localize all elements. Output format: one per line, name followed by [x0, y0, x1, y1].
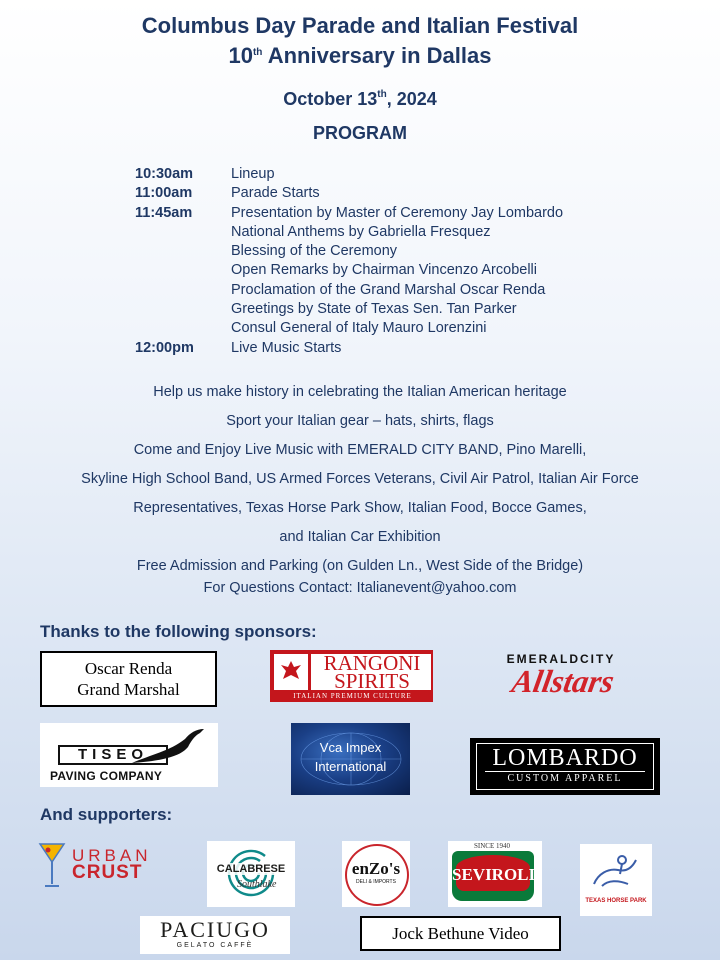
schedule-row: [135, 261, 563, 280]
deli-imports-word: DELI & IMPORTS: [356, 879, 396, 885]
schedule-item: Parade Starts: [231, 185, 320, 202]
allstars-word: Allstars: [509, 663, 617, 699]
schedule-item: Presentation by Master of Ceremony Jay Lombardo: [231, 204, 564, 221]
event-date: October 13th, 2024: [283, 89, 437, 109]
event-title-line1: Columbus Day Parade and Italian Festival: [141, 13, 579, 38]
schedule-item: Open Remarks by Chairman Vincenzo Arcobelli: [231, 262, 537, 279]
schedule-item: Consul General of Italy Mauro Lorenzini: [231, 320, 487, 337]
schedule-row: [135, 339, 563, 358]
international-word: International: [314, 759, 387, 774]
grand-marshal-name: Oscar Renda: [84, 659, 173, 678]
martini-glass-icon: [38, 840, 66, 890]
rangoni-tagline: ITALIAN PREMIUM CULTURE: [293, 692, 412, 700]
schedule-time: [135, 223, 231, 242]
lombardo-word: LOMBARDO: [492, 745, 638, 771]
info-line: Help us make history in celebrating the Italian American heritage: [153, 384, 567, 400]
grand-marshal-title: Grand Marshal: [77, 680, 180, 699]
program-schedule: [135, 165, 563, 358]
southlake-word: Southlake: [237, 879, 277, 890]
schedule-item: Proclamation of the Grand Marshal Oscar Renda: [231, 281, 546, 298]
seviroli-logo: [448, 841, 542, 907]
schedule-time: [135, 261, 231, 280]
schedule-time: [135, 242, 231, 261]
info-line: Representatives, Texas Horse Park Show, Italian Food, Bocce Games,: [133, 500, 587, 516]
schedule-row: [135, 223, 563, 242]
emerald-city-allstars-logo: [488, 650, 638, 710]
schedule-row: [135, 281, 563, 300]
texas-horse-park-logo: [580, 844, 652, 916]
urban-crust-logo: [38, 840, 178, 892]
info-line: Come and Enjoy Live Music with EMERALD CITY BAND, Pino Marelli,: [133, 442, 587, 458]
info-line: Sport your Italian gear – hats, shirts, flags: [226, 413, 494, 429]
rangoni-spirits-logo: [270, 650, 433, 702]
eagle-icon: [274, 654, 308, 690]
tiseo-word: TISEO: [58, 745, 168, 765]
lombardo-apparel-logo: [470, 738, 660, 795]
schedule-item: Greetings by State of Texas Sen. Tan Parker: [231, 301, 517, 318]
spirits-word: SPIRITS: [334, 669, 410, 693]
crust-word: CRUST: [72, 862, 143, 883]
custom-apparel-word: CUSTOM APPAREL: [507, 773, 623, 784]
schedule-time: 10:30am: [135, 166, 194, 182]
schedule-row: [135, 165, 563, 184]
horse-rider-icon: [588, 850, 644, 898]
schedule-time: [135, 300, 231, 319]
event-title-line2: 10th Anniversary in Dallas: [228, 43, 492, 68]
schedule-item: National Anthems by Gabriella Fresquez: [231, 223, 491, 240]
info-line: Free Admission and Parking (on Gulden Ln., West Side of the Bridge): [136, 558, 584, 574]
schedule-time: 12:00pm: [135, 339, 194, 356]
since-1940-word: SINCE 1940: [474, 842, 510, 850]
seviroli-word: SEVIROLI: [452, 865, 536, 884]
rangoni-word: RANGONI: [323, 651, 421, 675]
schedule-item: Blessing of the Ceremony: [231, 243, 398, 260]
schedule-row: [135, 242, 563, 261]
info-line: and Italian Car Exhibition: [279, 529, 441, 545]
tiseo-paving-logo: [40, 723, 218, 787]
paving-company-word: PAVING COMPANY: [50, 769, 163, 783]
schedule-row: [135, 184, 563, 203]
schedule-row: [135, 300, 563, 319]
supporters-heading: And supporters:: [40, 805, 173, 824]
schedule-item: Live Music Starts: [231, 339, 342, 356]
schedule-row: [135, 204, 563, 223]
grand-marshal-box: [40, 651, 217, 707]
jock-bethune-video-label: Jock Bethune Video: [392, 923, 529, 943]
enzos-word: enZo's: [351, 859, 401, 878]
paciugo-word: PACIUGO: [160, 917, 270, 942]
jock-bethune-video-box: [360, 916, 561, 951]
program-heading: PROGRAM: [313, 123, 407, 143]
gelato-caffe-word: GELATO CAFFÈ: [176, 942, 254, 949]
vca-impex-word: Vca Impex: [319, 740, 382, 755]
calabrese-word: CALABRESE: [207, 863, 295, 875]
schedule-time: [135, 319, 231, 338]
info-line: Skyline High School Band, US Armed Forces Veterans, Civil Air Patrol, Italian Air Force: [81, 471, 639, 487]
schedule-time: 11:00am: [135, 185, 193, 202]
schedule-item: Lineup: [231, 166, 275, 182]
schedule-row: [135, 319, 563, 338]
vca-impex-logo: [291, 723, 410, 795]
calabrese-logo: [207, 841, 295, 907]
schedule-time: [135, 281, 231, 300]
enzos-logo: [342, 841, 410, 907]
sponsors-heading: Thanks to the following sponsors:: [40, 622, 317, 641]
paciugo-logo: [140, 916, 290, 954]
schedule-time: 11:45am: [135, 204, 193, 221]
contact-line: For Questions Contact: Italianevent@yahoo.com: [203, 580, 517, 596]
texas-horse-park-word: TEXAS HORSE PARK: [585, 898, 647, 904]
emerald-city-word: EMERALDCITY: [506, 652, 616, 666]
urban-word: URBAN: [72, 846, 152, 865]
